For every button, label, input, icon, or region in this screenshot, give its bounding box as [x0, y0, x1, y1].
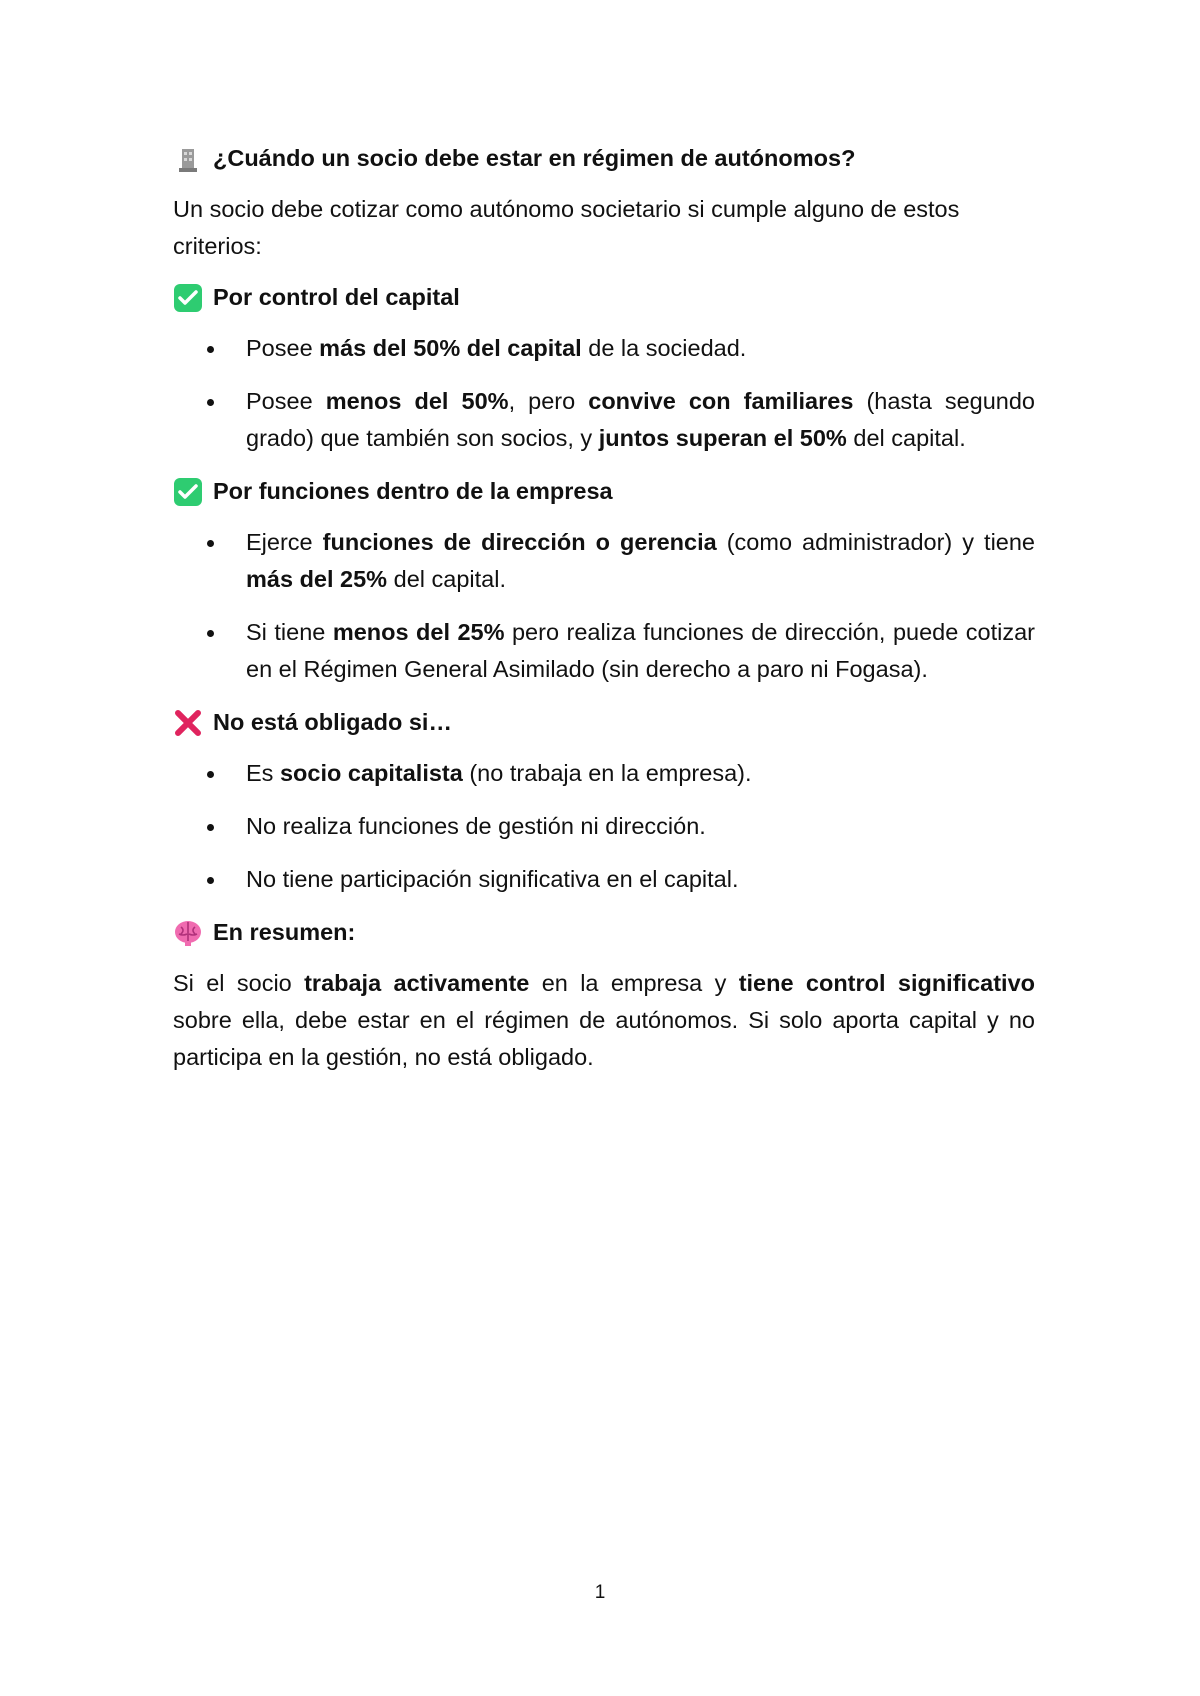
section-heading-text: No está obligado si…	[213, 709, 452, 735]
bullet-list	[173, 330, 1035, 457]
summary-heading	[173, 914, 1035, 951]
section-heading	[173, 473, 1035, 510]
bold-text: menos del 50%	[325, 388, 509, 414]
intro-paragraph: Un socio debe cotizar como autónomo societario si cumple alguno de estos criterios:	[173, 196, 960, 259]
text-run: pero realiza funciones de dirección, puede cotizar en el Régimen General Asimilado (sin derecho a paro ni Fogasa).	[246, 619, 1035, 682]
text-run: (hasta segundo grado) que también son socios, y	[246, 388, 1036, 451]
section-heading	[173, 704, 1035, 741]
page-title	[173, 140, 1035, 177]
text-run: del capital.	[846, 425, 966, 451]
page-number: 1	[594, 1582, 606, 1603]
section-heading-text: Por control del capital	[213, 284, 460, 310]
text-run: Ejerce	[246, 529, 323, 555]
summary-paragraph	[173, 965, 1035, 1076]
text-run: del capital.	[387, 566, 506, 592]
brain-icon	[173, 918, 203, 948]
summary-heading-text: En resumen:	[213, 919, 356, 945]
text-run: Posee	[246, 335, 320, 361]
check-box-icon	[173, 477, 203, 507]
text-run: , pero	[508, 388, 589, 414]
bold-text: convive con familiares	[588, 388, 854, 414]
list-item	[173, 614, 1035, 688]
list-item	[173, 524, 1035, 598]
section-heading	[173, 279, 1035, 316]
list-item	[173, 861, 1035, 898]
text-run: No realiza funciones de gestión ni dirección.	[246, 813, 706, 839]
text-run: Es	[246, 760, 280, 786]
document-body	[173, 140, 1035, 1090]
bold-text: tiene control significativo	[738, 970, 1035, 996]
page-title-text: ¿Cuándo un socio debe estar en régimen de autónomos?	[213, 145, 856, 171]
list-item	[173, 755, 1035, 792]
bold-text: socio capitalista	[279, 760, 463, 786]
text-run: (no trabaja en la empresa).	[462, 760, 752, 786]
text-run: (como administrador) y tiene	[716, 529, 1036, 555]
list-item	[173, 383, 1035, 457]
bold-text: juntos superan el 50%	[598, 425, 847, 451]
sections-container	[173, 279, 1035, 898]
bold-text: funciones de dirección o gerencia	[322, 529, 717, 555]
text-run: en la empresa y	[529, 970, 739, 996]
bold-text: más del 25%	[246, 566, 388, 592]
text-run: Posee	[246, 388, 326, 414]
bullet-list	[173, 524, 1035, 688]
bullet-list	[173, 755, 1035, 898]
list-item	[173, 808, 1035, 845]
building-icon	[173, 144, 203, 174]
text-run: sobre ella, debe estar en el régimen de autónomos. Si solo aporta capital y no participa en la gestión, no está obligado.	[173, 1007, 1035, 1070]
bold-text: menos del 25%	[332, 619, 505, 645]
list-item	[173, 330, 1035, 367]
text-run: de la sociedad.	[581, 335, 747, 361]
cross-mark-icon	[173, 708, 203, 738]
bold-text: trabaja activamente	[304, 970, 530, 996]
text-run: Si tiene	[246, 619, 333, 645]
text-run: No tiene participación significativa en el capital.	[246, 866, 739, 892]
bold-text: más del 50% del capital	[319, 335, 582, 361]
check-box-icon	[173, 283, 203, 313]
text-run: Si el socio	[173, 970, 305, 996]
section-heading-text: Por funciones dentro de la empresa	[213, 478, 613, 504]
